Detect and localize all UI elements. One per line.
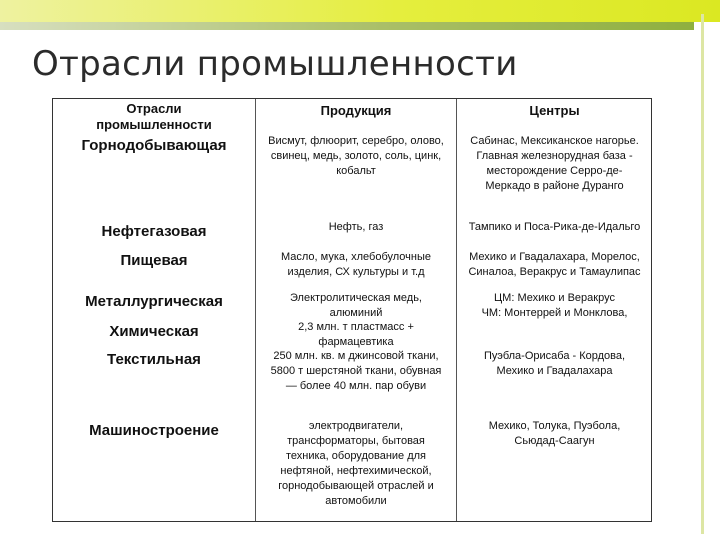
industry-table (52, 98, 652, 522)
slide-title: Отрасли промышленности (32, 44, 518, 84)
products-oil-gas: Нефть, газ (328, 221, 384, 233)
column-divider (456, 99, 457, 521)
centers-food: Мехико и Гвадалахара, Морелос, Синалоа, Веракрус и Тамаулипас (468, 251, 641, 278)
industry-textile: Текстильная (107, 351, 201, 368)
top-accent-bar (0, 0, 720, 22)
centers-machinery: Мехико, Толука, Пуэбола, Сьюдад-Саагун (488, 420, 621, 447)
centers-textile: Пуэбла-Орисаба - Кордова, Мехико и Гвадалахара (483, 350, 626, 377)
products-mining: Висмут, флюорит, серебро, олово, свинец, медь, золото, соль, цинк, кобальт (268, 135, 444, 177)
header-industry: Отрасли промышленности (96, 101, 212, 132)
industry-mining: Горнодобывающая (81, 137, 227, 154)
products-metallurgy: Электролитическая медь, алюминий (290, 292, 422, 319)
industry-machinery: Машиностроение (89, 422, 219, 439)
industry-oil-gas: Нефтегазовая (101, 223, 207, 240)
centers-metallurgy: ЦМ: Мехико и Веракрус ЧМ: Монтеррей и Монклова, (481, 292, 628, 319)
column-divider (255, 99, 256, 521)
products-textile: 250 млн. кв. м джинсовой ткани, 5800 т шерстяной ткани, обувная — более 40 млн. пар обуви (270, 350, 442, 392)
header-products: Продукция (320, 103, 392, 118)
centers-oil-gas: Тампико и Поса-Рика-де-Идальго (468, 221, 641, 233)
side-accent-line (701, 14, 704, 534)
header-centers: Центры (529, 103, 580, 118)
centers-mining: Сабинас, Мексиканское нагорье. Главная железнорудная база - месторождение Серро-де- Меркадо в районе Дуранго (470, 135, 639, 192)
industry-metallurgy: Металлургическая (85, 293, 223, 310)
products-chemical: 2,3 млн. т пластмасс + фармацевтика (298, 321, 414, 348)
industry-food: Пищевая (120, 252, 188, 269)
products-machinery: электродвигатели, трансформаторы, бытовая техника, оборудование для нефтяной, нефтехимической, горнодобывающей отраслей и автомобили (278, 420, 434, 507)
top-accent-stripe (0, 22, 694, 30)
products-food: Масло, мука, хлебобулочные изделия, СХ культуры и т.д (280, 251, 432, 278)
industry-chemical: Химическая (109, 323, 199, 340)
